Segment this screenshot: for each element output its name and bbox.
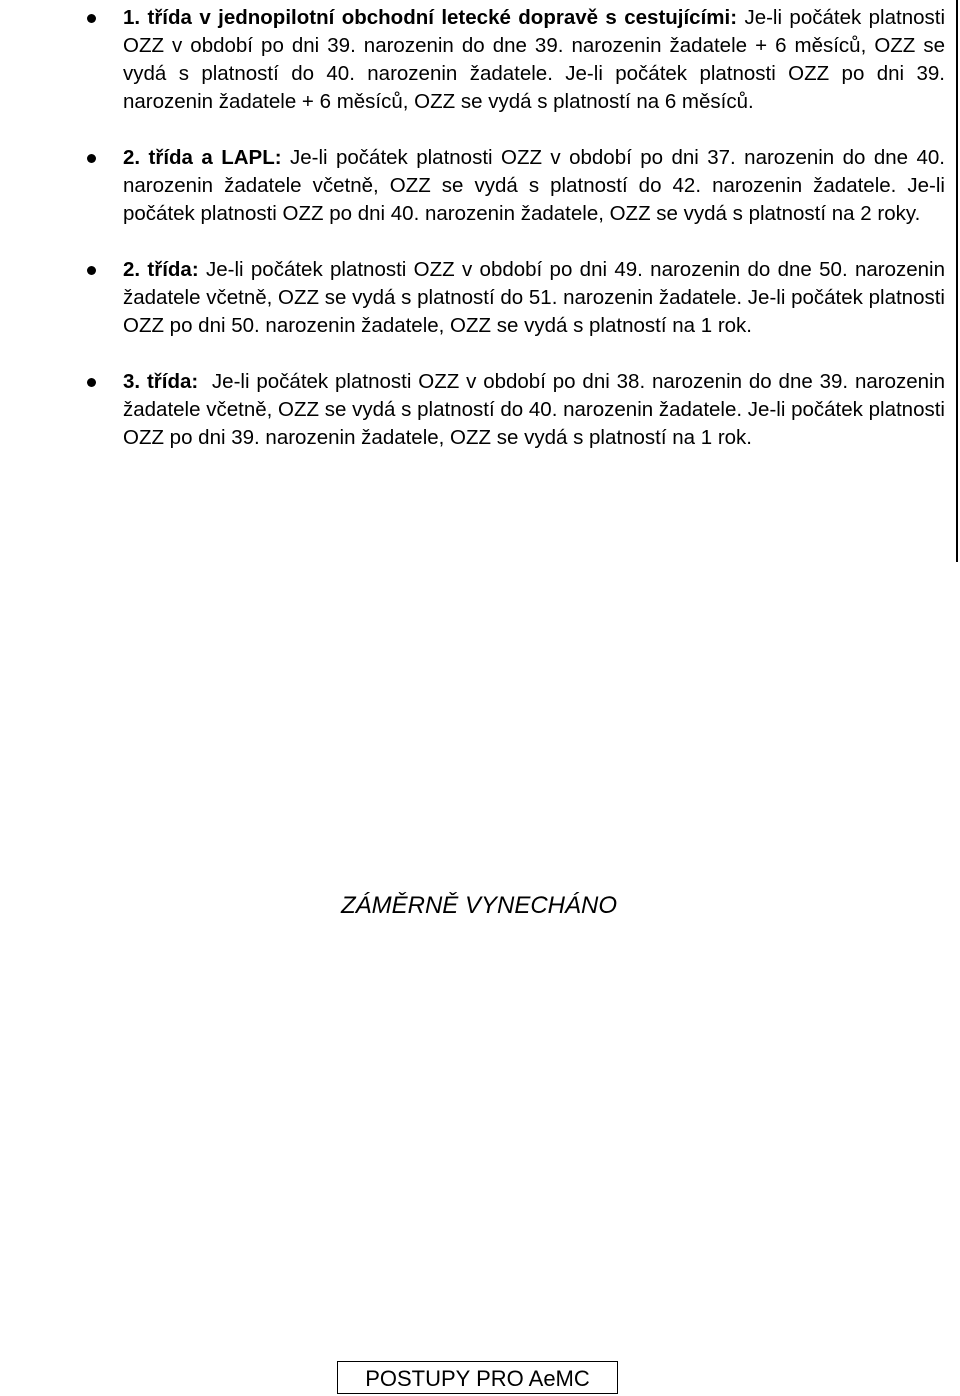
bullet-icon [87,266,96,275]
list-item [0,256,945,340]
list-item [0,4,945,116]
bullet-icon [87,14,96,23]
item-heading: 2. třída: [123,258,199,281]
footer-label [337,1361,618,1394]
list-item [0,368,951,452]
intentionally-omitted-note [0,890,960,922]
item-text: Je-li počátek platnosti OZZ v období po dni 38. narozenin do dne 39. narozenin žadatele včetně, OZZ se vydá s platností do 40. narozenin žadatele. Je-li počátek platnosti OZZ po dni 39. narozenin žadatele, OZZ se vydá s platností na 1 rok. [123,370,951,449]
item-text: Je-li počátek platnosti OZZ v období po dni 39. narozenin do dne 39. narozenin žadatele + 6 měsíců, OZZ se vydá s platností do 40. narozenin žadatele. Je-li počátek platnosti OZZ po dni 39. narozenin žadatele + 6 měsíců, OZZ se vydá s platností na 6 měsíců. [123,6,945,113]
omitted-note-text: ZÁMĚRNĚ VYNECHÁNO [340,892,618,919]
item-text: Je-li počátek platnosti OZZ v období po dni 49. narozenin do dne 50. narozenin žadatele včetně, OZZ se vydá s platností do 51. narozenin žadatele. Je-li počátek platnosti OZZ po dni 50. narozenin žadatele, OZZ se vydá s platností na 1 rok. [123,258,946,337]
bullet-icon [87,154,96,163]
validity-rules-list [0,4,960,480]
item-text: Je-li počátek platnosti OZZ v období po dni 37. narozenin do dne 40. narozenin žadatele včetně, OZZ se vydá s platností do 42. narozenin žadatele. Je-li počátek platnosti OZZ po dni 40. narozenin žadatele, OZZ se vydá s platností na 2 roky. [123,146,945,225]
list-item [0,144,945,228]
footer-text: POSTUPY PRO AeMC [365,1366,590,1391]
bullet-icon [87,378,96,387]
item-heading: 2. třída a LAPL: [123,146,282,169]
item-heading: 3. třída: [123,370,199,393]
item-heading: 1. třída v jednopilotní obchodní letecké dopravě s cestujícími: [123,6,738,29]
